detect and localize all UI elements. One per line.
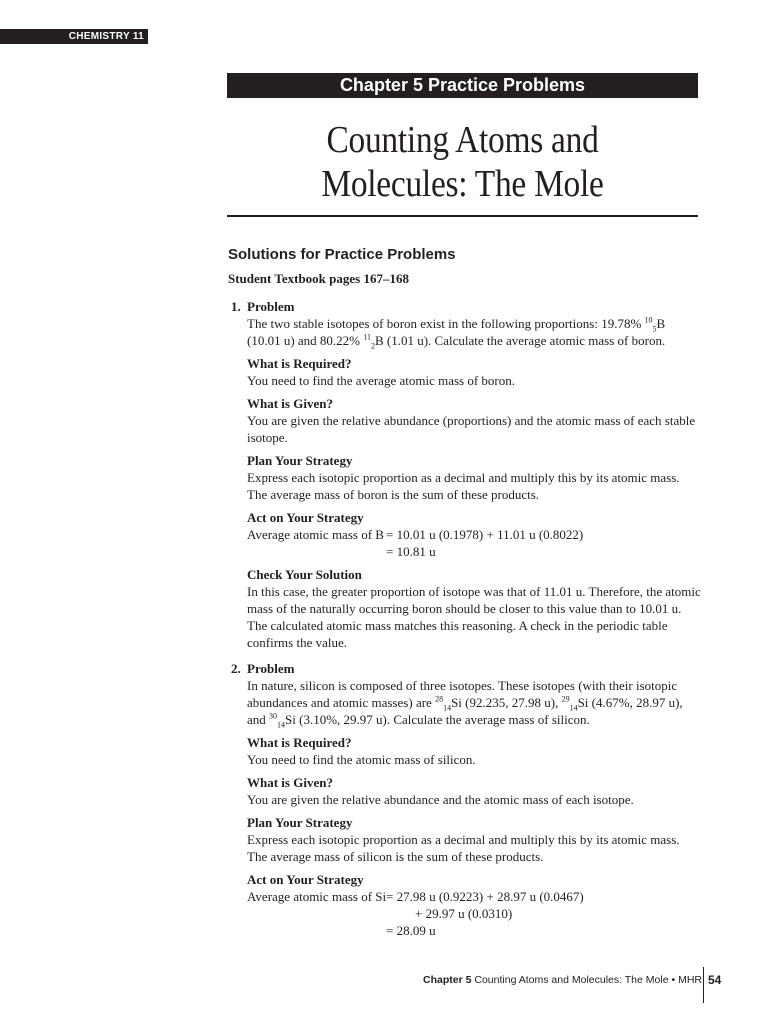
equation-continuation: + 29.97 u (0.0310) bbox=[415, 906, 513, 921]
strategy-block bbox=[247, 814, 701, 865]
required-heading: What is Required? bbox=[247, 735, 352, 750]
given-heading: What is Given? bbox=[247, 396, 333, 411]
problem-statement bbox=[247, 660, 701, 728]
equation-result: = 28.09 u bbox=[386, 923, 436, 938]
atomic-number: 14 bbox=[443, 703, 452, 713]
problem-text-part: B (1.01 u). Calculate the average atomic mass of boron. bbox=[374, 333, 666, 348]
strategy-text: Express each isotopic proportion as a decimal and multiply this by its atomic mass. The average mass of boron is the sum of these products. bbox=[247, 470, 680, 502]
problem-text-part: The two stable isotopes of boron exist in the following proportions: 19.78% bbox=[247, 316, 645, 331]
problem-heading: Problem bbox=[247, 661, 295, 676]
equation-label: Average atomic mass of Si bbox=[247, 889, 387, 904]
page-title-line-1: Counting Atoms and bbox=[326, 119, 599, 161]
mass-number: 11 bbox=[363, 332, 371, 342]
given-block bbox=[247, 774, 701, 808]
required-text: You need to find the atomic mass of silicon. bbox=[247, 752, 476, 767]
equation-line bbox=[247, 888, 701, 905]
required-block bbox=[247, 355, 701, 389]
footer-chapter: Chapter 5 bbox=[423, 974, 472, 986]
required-block bbox=[247, 734, 701, 768]
problem-number: 1. bbox=[231, 299, 241, 314]
equation-rhs: = 27.98 u (0.9223) + 28.97 u (0.0467) bbox=[386, 889, 584, 904]
check-heading: Check Your Solution bbox=[247, 567, 362, 582]
mass-number: 10 bbox=[644, 315, 653, 325]
atomic-number: 14 bbox=[569, 703, 578, 713]
footer-divider bbox=[703, 967, 704, 1003]
required-text: You need to find the average atomic mass of boron. bbox=[247, 373, 516, 388]
act-heading: Act on Your Strategy bbox=[247, 510, 364, 525]
footer-separator: • bbox=[671, 974, 676, 986]
footer-chapter-title: Counting Atoms and Molecules: The Mole bbox=[474, 974, 669, 986]
strategy-heading: Plan Your Strategy bbox=[247, 453, 353, 468]
page-number: 54 bbox=[708, 973, 722, 987]
act-block bbox=[247, 871, 701, 939]
given-text: You are given the relative abundance and the atomic mass of each isotope. bbox=[247, 792, 634, 807]
problem-text-part: Si (3.10%, 29.97 u). Calculate the average mass of silicon. bbox=[285, 712, 590, 727]
strategy-text: Express each isotopic proportion as a decimal and multiply this by its atomic mass. The average mass of silicon is the sum of these products. bbox=[247, 832, 680, 864]
problem-text-part: Si (92.235, 27.98 u), bbox=[451, 695, 562, 710]
strategy-heading: Plan Your Strategy bbox=[247, 815, 353, 830]
given-block bbox=[247, 395, 701, 446]
equation-result: = 10.81 u bbox=[386, 544, 436, 559]
solutions-content bbox=[231, 298, 701, 945]
act-block bbox=[247, 509, 701, 560]
mass-number: 30 bbox=[269, 711, 278, 721]
problem-heading: Problem bbox=[247, 299, 295, 314]
check-text: In this case, the greater proportion of isotope was that of 11.01 u. Therefore, the atomic mass of the naturally occurring boron should be closer to this value than to 10.01 u. The calculated atomic mass matches this reasoning. A check in the periodic table confirms the value. bbox=[247, 584, 701, 650]
problem-2 bbox=[231, 660, 701, 939]
given-text: You are given the relative abundance (proportions) and the atomic mass of each stable isotope. bbox=[247, 413, 696, 445]
problem-text-part: Si (4.67%, 28.97 u), and bbox=[247, 695, 683, 727]
given-heading: What is Given? bbox=[247, 775, 333, 790]
problem-text-part: In nature, silicon is composed of three isotopes. These isotopes (with their isotopic abundances and atomic masses) are bbox=[247, 678, 678, 710]
course-header-tag: CHEMISTRY 11 bbox=[0, 29, 148, 44]
atomic-number: 2 bbox=[370, 341, 375, 351]
problem-text bbox=[247, 315, 701, 349]
required-heading: What is Required? bbox=[247, 356, 352, 371]
problem-1 bbox=[231, 298, 701, 651]
mass-number: 29 bbox=[561, 694, 570, 704]
atomic-number: 14 bbox=[277, 720, 286, 730]
textbook-pages-reference: Student Textbook pages 167–168 bbox=[228, 271, 409, 286]
page-title-line-2: Molecules: The Mole bbox=[321, 163, 604, 205]
problem-text bbox=[247, 677, 701, 728]
check-block bbox=[247, 566, 701, 651]
chapter-banner: Chapter 5 Practice Problems bbox=[227, 73, 698, 98]
section-heading: Solutions for Practice Problems bbox=[228, 246, 456, 263]
page-footer bbox=[380, 970, 702, 990]
footer-publisher: MHR bbox=[678, 974, 702, 986]
act-heading: Act on Your Strategy bbox=[247, 872, 364, 887]
problem-number: 2. bbox=[231, 661, 241, 676]
equation-line bbox=[247, 526, 701, 543]
title-divider bbox=[227, 215, 698, 217]
strategy-block bbox=[247, 452, 701, 503]
atomic-number: 5 bbox=[652, 324, 657, 334]
mass-number: 28 bbox=[435, 694, 444, 704]
problem-statement bbox=[247, 298, 701, 349]
problem-text-part: B (10.01 u) and 80.22% bbox=[247, 316, 666, 348]
equation-label: Average atomic mass of B bbox=[247, 527, 384, 542]
page-title bbox=[255, 118, 669, 206]
equation-rhs: = 10.01 u (0.1978) + 11.01 u (0.8022) bbox=[386, 527, 584, 542]
